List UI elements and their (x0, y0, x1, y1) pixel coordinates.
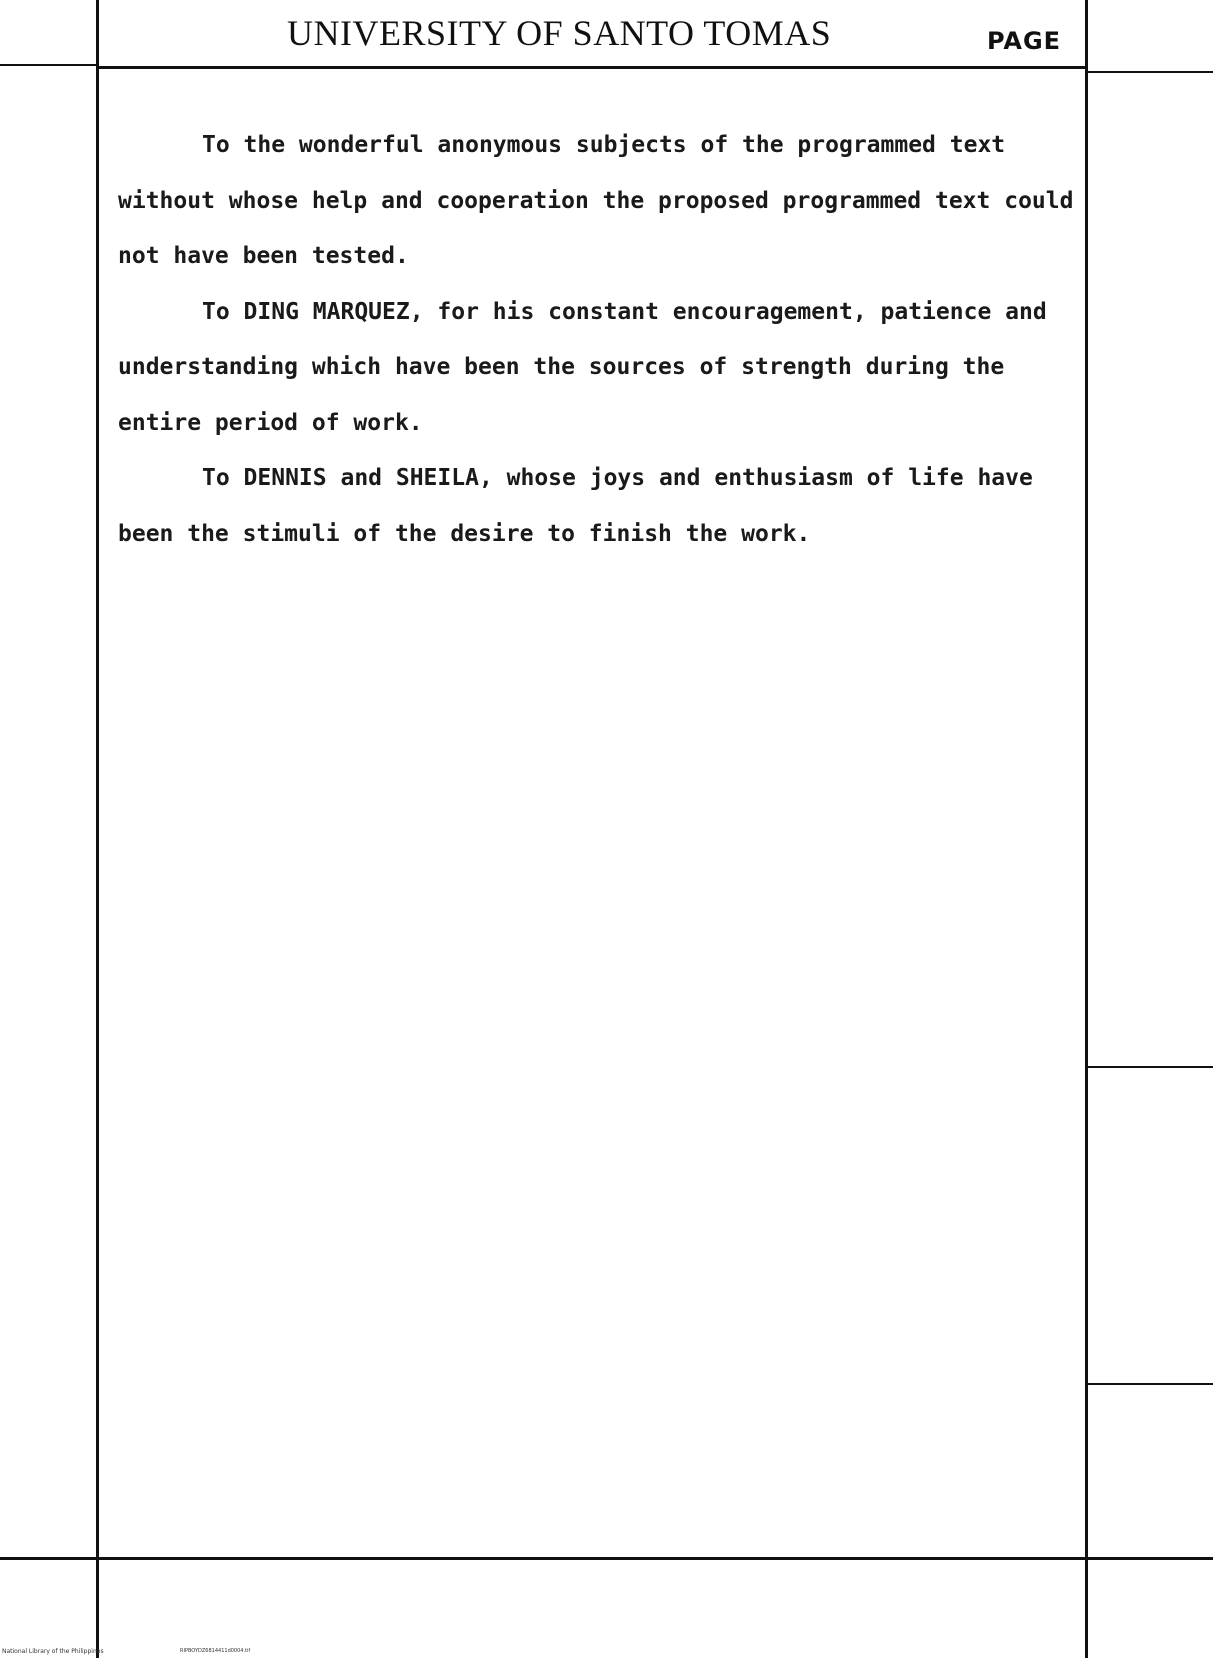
paragraph: To DING MARQUEZ, for his constant encouragement, patience and understanding which have been the sources of strength during the entire period of work. (118, 298, 1047, 436)
footer-rule (0, 1557, 1213, 1560)
right-margin-rule (1085, 0, 1088, 1658)
page-title: UNIVERSITY OF SANTO TOMAS (287, 13, 832, 53)
left-margin-rule (96, 0, 99, 1658)
header-rule-right (1088, 71, 1213, 73)
header-rule-left (0, 64, 96, 66)
right-column-rule-lower (1088, 1383, 1213, 1385)
footer-file-id: RIPBOYDZ6814411d0004.tif (180, 1648, 251, 1654)
footer-source: National Library of the Philippines (2, 1648, 104, 1655)
page-number-label: PAGE (987, 27, 1062, 55)
paragraph: To DENNIS and SHEILA, whose joys and enthusiasm of life have been the stimuli of the desire to finish the work. (118, 465, 1033, 547)
right-column-rule-upper (1088, 1066, 1213, 1068)
paragraph: To the wonderful anonymous subjects of the programmed text without whose help and cooperation the proposed programmed text could not have been tested. (118, 132, 1074, 269)
acknowledgment-body (118, 118, 1078, 562)
header-rule (96, 66, 1088, 69)
